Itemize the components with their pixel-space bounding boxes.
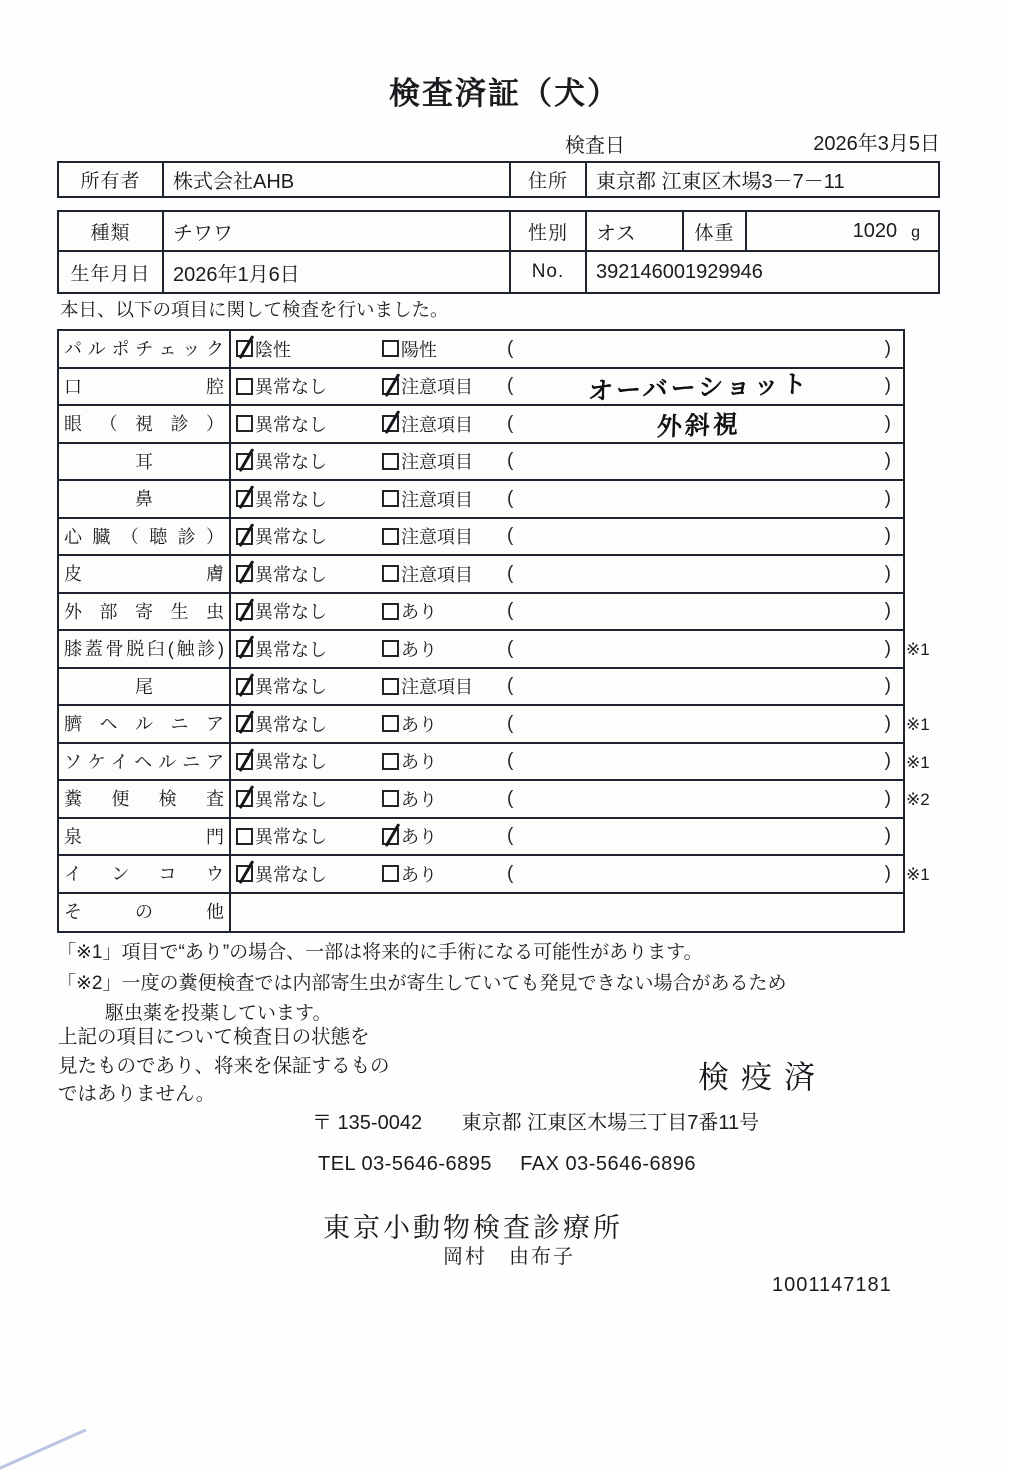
item-content <box>231 819 903 855</box>
item-label: 口腔 <box>59 369 231 405</box>
note-open-paren: ( <box>507 600 514 622</box>
item-label: 心臓（聴診） <box>59 519 231 555</box>
sex-label: 性別 <box>511 212 587 250</box>
pet-table <box>57 210 940 294</box>
item-content <box>231 744 903 780</box>
checklist-row <box>59 331 903 369</box>
veterinarian-name: 岡村 由布子 <box>443 1246 575 1268</box>
note-open-paren: ( <box>507 787 514 809</box>
checkbox-icon <box>236 603 253 620</box>
note-close-paren: ) <box>884 600 891 622</box>
checkbox-icon <box>236 640 253 657</box>
checklist-row <box>59 556 903 594</box>
checkbox-icon <box>382 790 399 807</box>
item-label: ソケイヘルニア <box>59 744 231 780</box>
number-value: 392146001929946 <box>596 260 763 283</box>
item-label: インコウ <box>59 856 231 892</box>
checklist-row <box>59 781 930 819</box>
item-label: 尾 <box>59 669 231 705</box>
option-1-label: 異常なし <box>255 639 327 660</box>
option-2 <box>382 411 507 437</box>
item-content <box>231 631 903 667</box>
disclaimer-line-3: ではありません。 <box>58 1083 216 1105</box>
item-content <box>231 406 903 442</box>
option-2-label: あり <box>401 864 437 885</box>
option-2-label: あり <box>401 602 437 623</box>
checklist-row <box>59 594 903 632</box>
checkbox-icon <box>236 378 253 395</box>
option-2-label: 陽性 <box>401 339 437 360</box>
disclaimer <box>58 1023 390 1109</box>
footnote-ref: ※1 <box>906 865 930 884</box>
postal-code: 〒 135-0042 <box>312 1112 423 1134</box>
note-area <box>513 602 884 620</box>
note-close-paren: ) <box>884 825 891 847</box>
option-1-label: 異常なし <box>255 452 327 473</box>
checklist-row <box>59 856 930 894</box>
weight-label: 体重 <box>684 212 747 250</box>
option-1-label: 異常なし <box>255 414 327 435</box>
option-2-label: 注意項目 <box>401 452 473 473</box>
disclaimer-line-2: 見たものであり、将来を保証するもの <box>58 1054 390 1077</box>
footnote-ref: ※1 <box>906 640 930 659</box>
item-content <box>231 706 903 742</box>
footnote-ref: ※1 <box>906 715 930 734</box>
note-open-paren: ( <box>507 525 514 547</box>
checklist-row <box>59 519 903 557</box>
note-open-paren: ( <box>507 825 514 847</box>
checkbox-icon <box>236 678 253 695</box>
checkbox-icon <box>236 865 253 882</box>
note-open-paren: ( <box>507 637 514 659</box>
quarantine-passed-stamp: 検疫済 <box>698 1060 827 1095</box>
owner-table <box>57 161 940 198</box>
item-content <box>231 331 903 367</box>
checklist-row <box>59 631 930 669</box>
item-label: 眼（視診） <box>59 406 231 442</box>
checkbox-icon <box>236 828 253 845</box>
option-1-label: 異常なし <box>255 752 327 773</box>
note-close-paren: ) <box>884 525 891 547</box>
owner-label: 所有者 <box>59 163 164 196</box>
note-open-paren: ( <box>507 862 514 884</box>
checkbox-icon <box>236 753 253 770</box>
note-area <box>513 406 884 442</box>
note-area <box>513 715 884 733</box>
footnote-ref: ※1 <box>906 752 930 772</box>
option-2-label: あり <box>401 714 437 735</box>
note-open-paren: ( <box>507 750 514 772</box>
option-1 <box>236 673 382 699</box>
serial-number: 1001147181 <box>772 1274 892 1296</box>
option-1-label: 異常なし <box>255 714 327 735</box>
inspection-date-value: 2026年3月5日 <box>813 133 940 155</box>
breed-value: チワワ <box>164 212 511 250</box>
note-close-paren: ) <box>884 562 891 584</box>
item-content <box>231 894 903 932</box>
option-2-label: 注意項目 <box>401 527 473 548</box>
weight-value <box>747 212 938 250</box>
address-value: 東京都 江東区木場3－7－11 <box>596 171 845 193</box>
checkbox-icon <box>382 340 399 357</box>
option-1 <box>236 561 382 587</box>
option-2 <box>382 861 507 887</box>
note-close-paren: ) <box>884 750 891 772</box>
note-area <box>513 565 884 583</box>
option-1 <box>236 373 382 399</box>
option-2-label: 注意項目 <box>401 489 473 510</box>
checkbox-icon <box>236 790 253 807</box>
option-1-label: 異常なし <box>255 564 327 585</box>
option-1 <box>236 523 382 549</box>
option-2-label: 注意項目 <box>401 677 473 698</box>
item-content <box>231 444 903 480</box>
option-2 <box>382 748 507 774</box>
checkbox-icon <box>382 453 399 470</box>
clinic-address: 東京都 江東区木場三丁目7番11号 <box>461 1112 760 1134</box>
note-open-paren: ( <box>507 675 514 697</box>
note-open-paren: ( <box>507 450 514 472</box>
option-2 <box>382 598 507 624</box>
footnote-1: 「※1」項目で“あり”の場合、一部は将来的に手術になる可能性があります。 <box>57 942 703 963</box>
weight-unit: g <box>911 224 920 241</box>
note-area <box>513 677 884 695</box>
owner-value: 株式会社AHB <box>164 163 511 196</box>
checkbox-icon <box>236 453 253 470</box>
option-1 <box>236 823 382 849</box>
option-1-label: 異常なし <box>255 864 327 885</box>
item-label: 耳 <box>59 444 231 480</box>
breed-label: 種類 <box>59 212 164 250</box>
option-2 <box>382 523 507 549</box>
note-close-paren: ) <box>884 375 891 397</box>
option-1 <box>236 786 382 812</box>
option-2 <box>382 673 507 699</box>
option-1-label: 異常なし <box>255 789 327 810</box>
item-label: その他 <box>59 894 231 932</box>
checklist-row <box>59 744 930 782</box>
clinic-address-line <box>312 1106 759 1135</box>
checklist-row <box>59 444 903 482</box>
checkbox-icon <box>382 565 399 582</box>
item-label: 外部寄生虫 <box>59 594 231 630</box>
note-area <box>513 865 884 883</box>
option-1-label: 陰性 <box>255 339 291 360</box>
note-open-paren: ( <box>507 375 514 397</box>
note-area <box>513 527 884 545</box>
note-close-paren: ) <box>884 675 891 697</box>
note-close-paren: ) <box>884 787 891 809</box>
note-close-paren: ) <box>884 487 891 509</box>
note-close-paren: ) <box>884 637 891 659</box>
option-2-label: あり <box>401 827 437 848</box>
item-content <box>231 669 903 705</box>
item-content <box>231 856 903 892</box>
checklist-row <box>59 669 903 707</box>
handwritten-note: 外斜視 <box>656 410 742 442</box>
option-2 <box>382 486 507 512</box>
birthdate-value: 2026年1月6日 <box>164 252 511 292</box>
checkbox-icon <box>382 865 399 882</box>
option-1-label: 異常なし <box>255 602 327 623</box>
checkbox-icon <box>236 528 253 545</box>
option-2 <box>382 336 507 362</box>
checklist-row <box>59 406 903 444</box>
option-2 <box>382 636 507 662</box>
checkbox-icon <box>382 753 399 770</box>
note-close-paren: ) <box>884 412 891 434</box>
inspection-date-label: 検査日 <box>565 135 625 157</box>
checkbox-icon <box>382 528 399 545</box>
note-area <box>513 368 884 407</box>
checkbox-icon <box>236 490 253 507</box>
item-content <box>231 556 903 592</box>
clinic-contact-line <box>318 1153 696 1176</box>
footnote-ref: ※2 <box>906 790 930 809</box>
checkbox-icon <box>236 565 253 582</box>
footnotes <box>57 938 787 1030</box>
checklist-row <box>59 894 903 932</box>
item-label: パルポチェック <box>59 331 231 367</box>
checkbox-icon <box>382 678 399 695</box>
note-open-paren: ( <box>507 412 514 434</box>
note-open-paren: ( <box>507 487 514 509</box>
note-area <box>513 827 884 845</box>
intro-text: 本日、以下の項目に関して検査を行いました。 <box>60 299 449 320</box>
option-2 <box>382 561 507 587</box>
checkbox-icon <box>382 828 399 845</box>
sex-value: オス <box>587 212 684 250</box>
note-area <box>513 490 884 508</box>
option-1 <box>236 486 382 512</box>
option-1-label: 異常なし <box>255 489 327 510</box>
option-1-label: 異常なし <box>255 827 327 848</box>
option-2 <box>382 373 507 399</box>
item-content <box>231 594 903 630</box>
option-2-label: 注意項目 <box>401 377 473 398</box>
note-close-paren: ) <box>884 712 891 734</box>
item-label: 泉門 <box>59 819 231 855</box>
option-1-label: 異常なし <box>255 377 327 398</box>
option-2-label: あり <box>401 752 437 773</box>
option-1 <box>236 711 382 737</box>
weight-number: 1020 <box>852 219 898 242</box>
checkbox-icon <box>382 415 399 432</box>
address-label: 住所 <box>511 163 587 196</box>
note-open-paren: ( <box>507 562 514 584</box>
note-close-paren: ) <box>884 337 891 359</box>
item-label: 皮膚 <box>59 556 231 592</box>
checklist-row <box>59 369 903 407</box>
item-content <box>231 519 903 555</box>
note-area <box>513 790 884 808</box>
note-area <box>513 452 884 470</box>
checkbox-icon <box>236 715 253 732</box>
note-open-paren: ( <box>507 337 514 359</box>
note-area <box>513 752 884 770</box>
option-2 <box>382 711 507 737</box>
item-label: 臍ヘルニア <box>59 706 231 742</box>
disclaimer-line-1: 上記の項目について検査日の状態を <box>58 1026 370 1048</box>
note-close-paren: ) <box>884 450 891 472</box>
birthdate-label: 生年月日 <box>59 252 164 292</box>
item-content <box>231 481 903 517</box>
option-2-label: あり <box>401 639 437 660</box>
note-area <box>513 340 884 358</box>
checkbox-icon <box>236 415 253 432</box>
option-1-label: 異常なし <box>255 527 327 548</box>
checkbox-icon <box>236 340 253 357</box>
handwritten-note: オーバーショット <box>587 370 811 407</box>
footnote-2-continued: 駆虫薬を投薬しています。 <box>105 1003 332 1024</box>
number-label: No. <box>511 252 587 292</box>
option-1 <box>236 411 382 437</box>
option-1-label: 異常なし <box>255 677 327 698</box>
option-1 <box>236 861 382 887</box>
clinic-fax: FAX 03-5646-6896 <box>520 1153 697 1175</box>
checkbox-icon <box>382 715 399 732</box>
item-label: 膝蓋骨脱臼(触診) <box>59 631 231 667</box>
checkbox-icon <box>382 603 399 620</box>
checklist-table <box>57 329 930 933</box>
option-2-label: あり <box>401 789 437 810</box>
option-2 <box>382 786 507 812</box>
option-2 <box>382 448 507 474</box>
note-close-paren: ) <box>884 862 891 884</box>
checklist-row <box>59 706 930 744</box>
option-2-label: 注意項目 <box>401 564 473 585</box>
option-1 <box>236 598 382 624</box>
option-2-label: 注意項目 <box>401 414 473 435</box>
clinic-tel: TEL 03-5646-6895 <box>318 1153 493 1175</box>
option-2 <box>382 823 507 849</box>
scan-artifact-line <box>0 1429 86 1472</box>
checkbox-icon <box>382 378 399 395</box>
option-1 <box>236 748 382 774</box>
footnote-2: 「※2」一度の糞便検査では内部寄生虫が寄生していても発見できない場合があるため <box>57 972 787 994</box>
note-area <box>513 640 884 658</box>
option-1 <box>236 448 382 474</box>
option-1 <box>236 336 382 362</box>
page-title: 検査済証（犬） <box>389 76 620 111</box>
item-label: 糞便検査 <box>59 781 231 817</box>
note-open-paren: ( <box>507 712 514 734</box>
clinic-name: 東京小動物検査診療所 <box>323 1213 623 1243</box>
checklist-row <box>59 481 903 519</box>
option-1 <box>236 636 382 662</box>
item-content <box>231 369 903 405</box>
checkbox-icon <box>382 640 399 657</box>
checklist-row <box>59 819 903 857</box>
item-label: 鼻 <box>59 481 231 517</box>
item-content <box>231 781 903 817</box>
checkbox-icon <box>382 490 399 507</box>
